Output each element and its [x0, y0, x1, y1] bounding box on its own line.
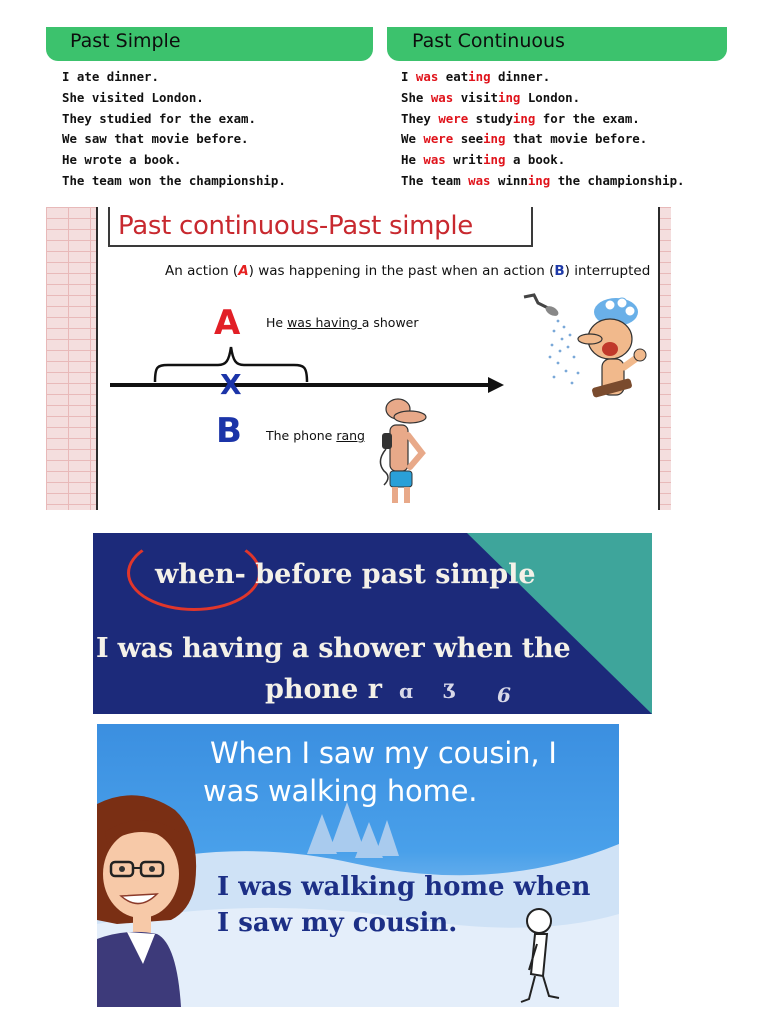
sentence-segment: We saw that movie before. [62, 131, 249, 147]
video-line-1: when- before past simple [155, 559, 536, 590]
sentence-item [401, 109, 727, 130]
cousin-top-line-1: When I saw my cousin, I [210, 736, 557, 770]
timeline-arrowhead [488, 377, 504, 393]
highlighted-segment: ing [468, 69, 491, 84]
sentence-item [62, 171, 373, 192]
past-continuous-sentence-list [387, 67, 727, 192]
sentence-segment: She visited London. [62, 89, 204, 105]
sentence-segment: She [401, 89, 431, 105]
sentence-segment: He wrote a book. [62, 152, 182, 168]
sentence-item [401, 150, 727, 171]
past-simple-header: Past Simple [46, 27, 373, 61]
caption-a-underlined: was having [287, 315, 362, 330]
past-continuous-column [387, 27, 727, 192]
sentence-item [62, 88, 373, 109]
caption-b-underlined: rang [336, 428, 365, 443]
cousin-cartoon-frame [97, 724, 619, 1007]
letter-a: A [214, 303, 241, 343]
past-continuous-header: Past Continuous [387, 27, 727, 61]
sentence-item [401, 171, 727, 192]
sentence-segment: writ [445, 152, 484, 168]
sentence-item [62, 67, 373, 88]
intro-text-2: ) was happening in the past when an action ( [248, 263, 555, 279]
sentence-segment: the championship. [550, 172, 685, 188]
when-video-frame [93, 533, 652, 714]
scrambled-glyph-3: 6 [497, 683, 511, 707]
sentence-segment: We [401, 131, 424, 147]
intro-text-1: An action ( [165, 263, 239, 279]
letter-b: B [216, 411, 242, 451]
intro-letter-a: A [238, 263, 249, 279]
intro-letter-b: B [554, 263, 565, 279]
caption-a-end: a shower [361, 315, 419, 330]
sentence-segment: see [453, 131, 484, 147]
timeline-graphic [46, 207, 671, 510]
sentence-segment: I [401, 69, 416, 84]
sentence-item [401, 129, 727, 150]
caption-b [266, 428, 365, 443]
highlighted-segment: was [430, 89, 454, 105]
sentence-segment: visit [453, 89, 498, 105]
sentence-segment: The team won the championship. [62, 172, 286, 188]
sentence-segment: a book. [505, 152, 566, 168]
sentence-segment: dinner. [490, 69, 551, 84]
highlighted-segment: ing [498, 89, 521, 105]
shower-man-icon [524, 295, 646, 398]
sentence-segment: that movie before. [505, 131, 648, 147]
cousin-top-line-2: was walking home. [203, 774, 478, 808]
highlighted-segment: was [415, 69, 439, 84]
scrambled-glyph-2: Ʒ [443, 679, 457, 703]
caption-a-text: He [266, 315, 288, 330]
sentence-item [401, 88, 727, 109]
cousin-bottom-line-1: I was walking home when [217, 872, 591, 902]
letter-x: X [220, 368, 242, 401]
diagram-title: Past continuous-Past simple [118, 211, 473, 241]
past-simple-column [46, 27, 373, 192]
sentence-segment: He [401, 152, 424, 168]
intro-text-3: ) interrupted [564, 263, 651, 279]
highlighted-segment: was [468, 172, 491, 188]
sentence-segment: winn [490, 172, 528, 188]
sentence-segment: for the exam. [535, 110, 640, 126]
sentence-item [62, 129, 373, 150]
highlighted-segment: ing [483, 131, 506, 147]
highlighted-segment: ing [527, 172, 551, 188]
cousin-bottom-line-2: I saw my cousin. [217, 908, 458, 938]
highlighted-segment: were [438, 110, 469, 126]
sentence-item [62, 150, 373, 171]
sentence-segment: eat [438, 69, 469, 84]
sentence-segment: The team [401, 172, 469, 188]
caption-b-text: The phone [266, 428, 337, 443]
highlighted-segment: ing [512, 110, 536, 126]
caption-a [266, 315, 419, 330]
sentence-segment: They [401, 110, 439, 126]
sentence-segment: study [468, 110, 513, 126]
video-line-3: phone r [265, 674, 382, 705]
video-line-2: I was having a shower when the [96, 633, 571, 664]
sentence-item [401, 67, 727, 88]
highlighted-segment: was [423, 152, 446, 168]
phone-man-icon [380, 399, 426, 503]
pine-trees-icon [307, 802, 399, 858]
highlighted-segment: ing [483, 152, 506, 168]
sentence-segment: I ate dinner. [62, 69, 159, 84]
highlighted-segment: were [423, 131, 454, 147]
past-simple-sentence-list [46, 67, 373, 192]
scrambled-glyph-1: ɑ [399, 679, 413, 703]
sentence-segment: They studied for the exam. [62, 110, 256, 126]
timeline-diagram [46, 207, 671, 510]
sentence-segment: London. [520, 89, 581, 105]
sentence-item [62, 109, 373, 130]
